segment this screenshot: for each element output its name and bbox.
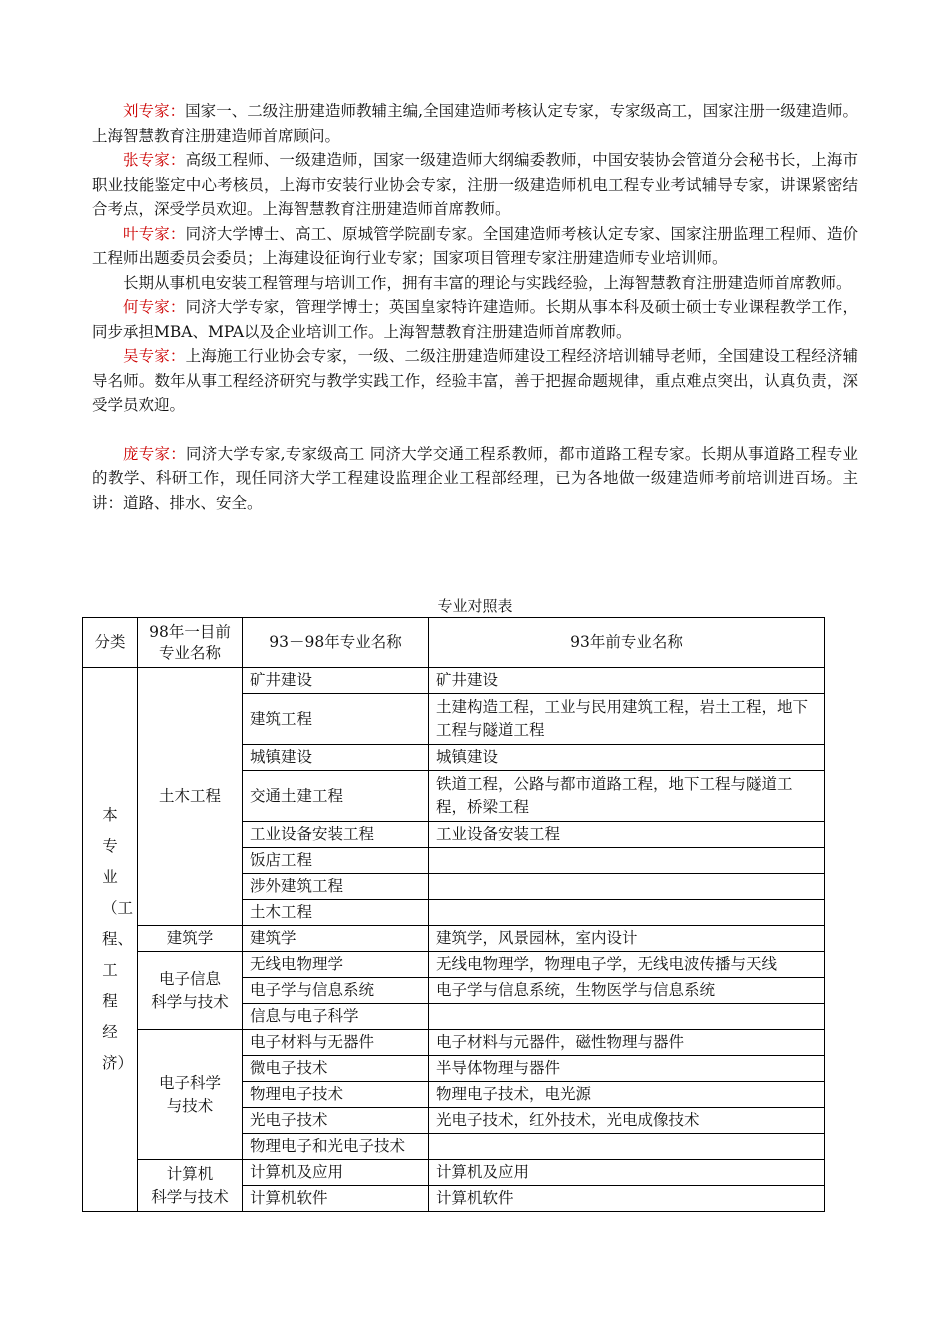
expert-bio-he [92, 295, 858, 344]
major-before-93-cell [429, 900, 825, 926]
major-93-98-cell: 光电子技术 [243, 1108, 429, 1134]
category-label: 本专业（工程、工程经济） [102, 806, 134, 1072]
expert-bio-ye [92, 222, 858, 271]
major-before-93-cell: 电子学与信息系统，生物医学与信息系统 [429, 978, 825, 1004]
major-93-98-cell: 物理电子和光电子技术 [243, 1134, 429, 1160]
table-row [83, 1030, 825, 1056]
expert-bio-pang [92, 442, 858, 516]
table-title: 专业对照表 [437, 597, 513, 615]
major-before-93-cell: 铁道工程，公路与都市道路工程，地下工程与隧道工程，桥梁工程 [429, 771, 825, 822]
major-93-98-cell: 城镇建设 [243, 745, 429, 771]
major-before-93-cell [429, 848, 825, 874]
major-93-98-cell: 计算机软件 [243, 1186, 429, 1212]
table-body [83, 668, 825, 1212]
major-93-98-cell: 矿井建设 [243, 668, 429, 694]
expert-name: 吴专家： [123, 347, 186, 365]
expert-description: 高级工程师、一级建造师，国家一级建造师大纲编委教师，中国安装协会管道分会秘书长，上海市职业技能鉴定中心考核员，上海市安装行业协会专家，注册一级建造师机电工程专业考试辅导专家，讲课紧密结合考点，深受学员欢迎。上海智慧教育注册建造师首席教师。 [92, 151, 858, 218]
major-before-93-cell: 建筑学，风景园林，室内设计 [429, 926, 825, 952]
major-93-98-cell: 计算机及应用 [243, 1160, 429, 1186]
expert-name: 叶专家： [123, 224, 186, 243]
table-header-row [83, 618, 825, 668]
major-before-93-cell: 电子材料与元器件，磁性物理与器件 [429, 1030, 825, 1056]
major-93-98-cell: 物理电子技术 [243, 1082, 429, 1108]
header-93-98: 93－98年专业名称 [243, 618, 429, 668]
major-93-98-cell: 工业设备安装工程 [243, 822, 429, 848]
major-before-93-cell: 工业设备安装工程 [429, 822, 825, 848]
expert-description: 国家一、二级注册建造师教辅主编,全国建造师考核认定专家，专家级高工，国家注册一级建造师。上海智慧教育注册建造师首席顾问。 [92, 102, 858, 145]
expert-bio-zhang [92, 148, 858, 222]
major-93-98-cell: 交通土建工程 [243, 771, 429, 822]
group-name-cell: 计算机 科学与技术 [138, 1160, 243, 1212]
table-row [83, 926, 825, 952]
expert-name: 庞专家： [123, 444, 187, 463]
major-before-93-cell: 计算机及应用 [429, 1160, 825, 1186]
major-93-98-cell: 饭店工程 [243, 848, 429, 874]
major-before-93-cell: 物理电子技术，电光源 [429, 1082, 825, 1108]
major-93-98-cell: 建筑学 [243, 926, 429, 952]
expert-bios [92, 99, 858, 515]
major-before-93-cell: 半导体物理与器件 [429, 1056, 825, 1082]
table-row [83, 1160, 825, 1186]
expert-description: 同济大学博士、高工、原城管学院副专家。全国建造师考核认定专家、国家注册监理工程师、造价工程师出题委员会委员；上海建设征询行业专家；国家项目管理专家注册建造师专业培训师。 [92, 224, 858, 267]
expert-description: 上海施工行业协会专家，一级、二级注册建造师建设工程经济培训辅导老师，全国建设工程经济辅导名师。数年从事工程经济研究与教学实践工作，经验丰富，善于把握命题规律，重点难点突出，认真负责，深受学员欢迎。 [92, 347, 858, 414]
major-93-98-cell: 建筑工程 [243, 694, 429, 745]
major-before-93-cell: 计算机软件 [429, 1186, 825, 1212]
major-93-98-cell: 信息与电子科学 [243, 1004, 429, 1030]
major-before-93-cell: 城镇建设 [429, 745, 825, 771]
major-before-93-cell: 矿井建设 [429, 668, 825, 694]
header-before98: 98年一目前 专业名称 [138, 618, 243, 668]
major-93-98-cell: 电子材料与无器件 [243, 1030, 429, 1056]
major-93-98-cell: 无线电物理学 [243, 952, 429, 978]
major-comparison-table [82, 617, 825, 1212]
major-93-98-cell: 微电子技术 [243, 1056, 429, 1082]
header-category: 分类 [83, 618, 138, 668]
header-before93: 93年前专业名称 [429, 618, 825, 668]
major-before-93-cell: 无线电物理学，物理电子学，无线电波传播与天线 [429, 952, 825, 978]
table-row [83, 952, 825, 978]
group-name-cell: 土木工程 [138, 668, 243, 926]
major-before-93-cell: 土建构造工程，工业与民用建筑工程，岩土工程，地下工程与隧道工程 [429, 694, 825, 745]
expert-bio-wu [92, 344, 858, 418]
expert-description: 长期从事机电安装工程管理与培训工作，拥有丰富的理论与实践经验，上海智慧教育注册建造师首席教师。 [123, 273, 852, 292]
expert-name: 刘专家： [123, 102, 186, 120]
expert-name: 张专家： [123, 151, 186, 169]
expert-name: 何专家： [123, 298, 186, 316]
major-before-93-cell [429, 1004, 825, 1030]
major-93-98-cell: 涉外建筑工程 [243, 874, 429, 900]
group-name-cell: 建筑学 [138, 926, 243, 952]
major-before-93-cell [429, 874, 825, 900]
expert-bio-liu [92, 99, 858, 148]
table-row [83, 668, 825, 694]
expert-description: 同济大学专家,专家级高工 同济大学交通工程系教师，都市道路工程专家。长期从事道路工程专业的教学、科研工作，现任同济大学工程建设监理企业工程部经理，已为各地做一级建造师考前培训进百场。主讲：道路、排水、安全。 [92, 444, 858, 512]
category-cell [83, 668, 138, 1212]
major-93-98-cell: 电子学与信息系统 [243, 978, 429, 1004]
group-name-cell: 电子科学 与技术 [138, 1030, 243, 1160]
major-before-93-cell [429, 1134, 825, 1160]
expert-bio-continued [92, 271, 858, 296]
group-name-cell: 电子信息 科学与技术 [138, 952, 243, 1030]
major-before-93-cell: 光电子技术，红外技术，光电成像技术 [429, 1108, 825, 1134]
major-93-98-cell: 土木工程 [243, 900, 429, 926]
expert-description: 同济大学专家，管理学博士；英国皇家特许建造师。长期从事本科及硕士硕士专业课程教学工作，同步承担MBA、MPA以及企业培训工作。上海智慧教育注册建造师首席教师。 [92, 298, 858, 341]
